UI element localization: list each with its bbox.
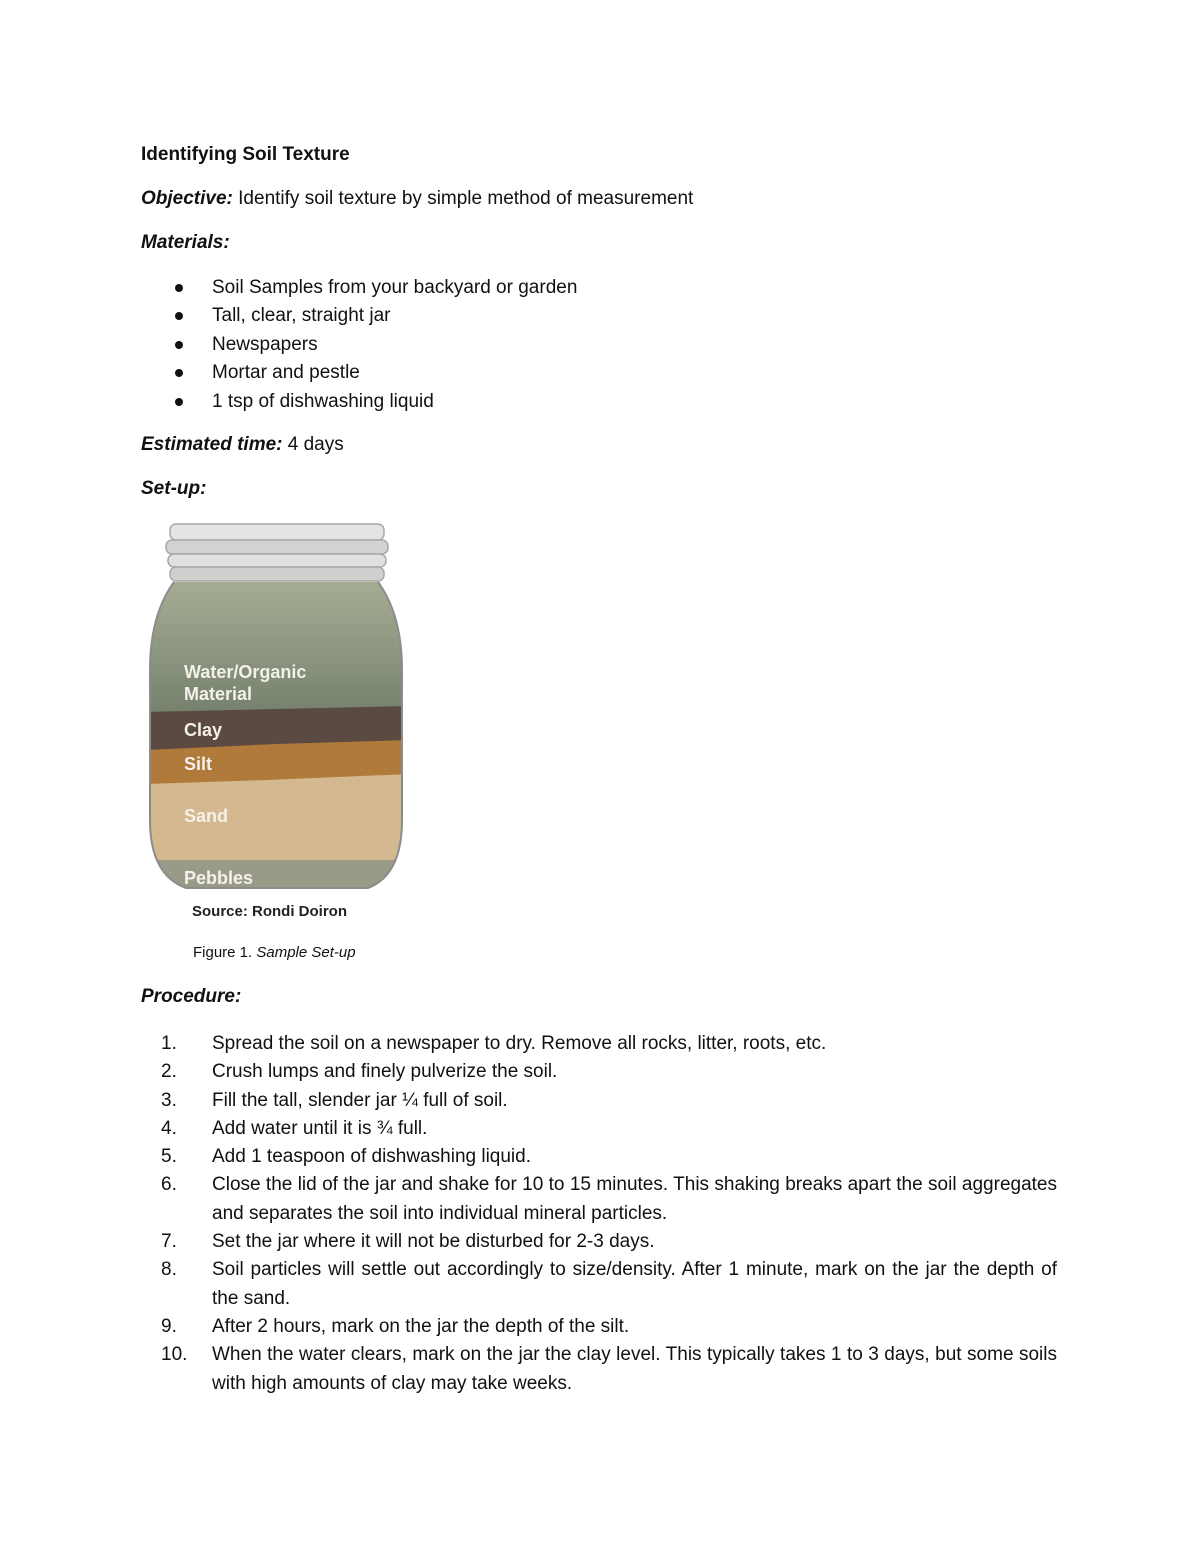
step-text: When the water clears, mark on the jar the clay level. This typically takes 1 to 3 days, but some soils with high amounts of clay may take weeks. [212,1344,1057,1394]
step-text: Spread the soil on a newspaper to dry. Remove all rocks, litter, roots, etc. [212,1033,827,1054]
caption-text: Sample Set-up [252,944,356,961]
layer-label-silt: Silt [184,754,213,774]
step-number: 4. [161,1117,177,1139]
step-text: Add water until it is ¾ full. [212,1117,428,1139]
list-item-text: Newspapers [212,333,318,355]
list-item-text: Tall, clear, straight jar [212,305,391,327]
step-text: Crush lumps and finely pulverize the soil. [212,1061,558,1083]
step-number: 5. [161,1146,177,1168]
step-number: 3. [161,1089,177,1111]
list-item [141,1143,1057,1171]
step-number: 8. [161,1259,177,1281]
list-item-text: 1 tsp of dishwashing liquid [212,390,434,412]
bullet-icon [175,341,183,349]
list-item [141,1341,1057,1398]
list-item [141,1171,1057,1228]
step-text: Close the lid of the jar and shake for 10 to 15 minutes. This shaking breaks apart the soil aggregates and separates the soil into individual mineral particles. [212,1174,1057,1224]
list-item-text: Soil Samples from your backyard or garden [212,277,578,298]
list-item [141,1256,1057,1313]
layer-label-water: Water/Organic [184,662,307,682]
objective-text: Identify soil texture by simple method of measurement [232,188,694,209]
materials-heading [141,232,230,254]
bullet-icon [175,284,183,292]
estimated-time-line [141,434,344,456]
bullet-icon [175,312,183,320]
step-number: 6. [161,1174,177,1196]
document-title: Identifying Soil Texture [141,144,350,165]
procedure-label: Procedure: [141,986,242,1007]
step-text: Set the jar where it will not be disturbed for 2-3 days. [212,1231,655,1253]
soil-layers [146,580,410,900]
list-item [141,276,577,304]
list-item [141,1313,1057,1341]
procedure-list [141,1030,1057,1398]
list-item [141,1228,1057,1256]
estimated-time-label: Estimated time: [141,434,283,455]
step-text: Soil particles will settle out accordingly to size/density. After 1 minute, mark on the jar the depth of the sand. [212,1259,1057,1309]
bullet-icon [175,398,183,406]
figure-source: Source: Rondi Doiron [192,903,347,920]
jar-illustration [146,520,410,930]
objective-label: Objective: [141,188,233,209]
step-text: Fill the tall, slender jar ¼ full of soil. [212,1089,508,1111]
step-number: 2. [161,1061,177,1083]
objective-line [141,188,693,210]
estimated-time-text: 4 days [282,434,344,455]
jar-lid [170,524,384,540]
bullet-icon [175,369,183,377]
list-item [141,361,577,389]
figure-caption [193,944,356,961]
step-number: 10. [161,1344,188,1366]
list-item [141,304,577,332]
list-item-text: Mortar and pestle [212,362,360,384]
layer-label-pebbles: Pebbles [184,868,254,888]
list-item [141,390,577,418]
list-item [141,333,577,361]
materials-label: Materials: [141,232,230,253]
step-number: 9. [161,1315,177,1337]
procedure-heading [141,986,241,1008]
step-number: 7. [161,1231,177,1253]
step-text: Add 1 teaspoon of dishwashing liquid. [212,1146,532,1168]
jar-figure [146,520,410,930]
step-number: 1. [161,1033,177,1054]
step-text: After 2 hours, mark on the jar the depth of the silt. [212,1315,630,1337]
list-item [141,1030,1057,1058]
caption-label: Figure 1. [193,944,253,961]
list-item [141,1058,1057,1086]
layer-label-material: Material [184,684,253,704]
setup-label: Set-up: [141,478,207,499]
list-item [141,1087,1057,1115]
materials-list [141,276,577,418]
layer-label-clay: Clay [184,720,223,740]
layer-label-sand: Sand [184,806,229,826]
list-item [141,1115,1057,1143]
setup-heading [141,478,206,500]
